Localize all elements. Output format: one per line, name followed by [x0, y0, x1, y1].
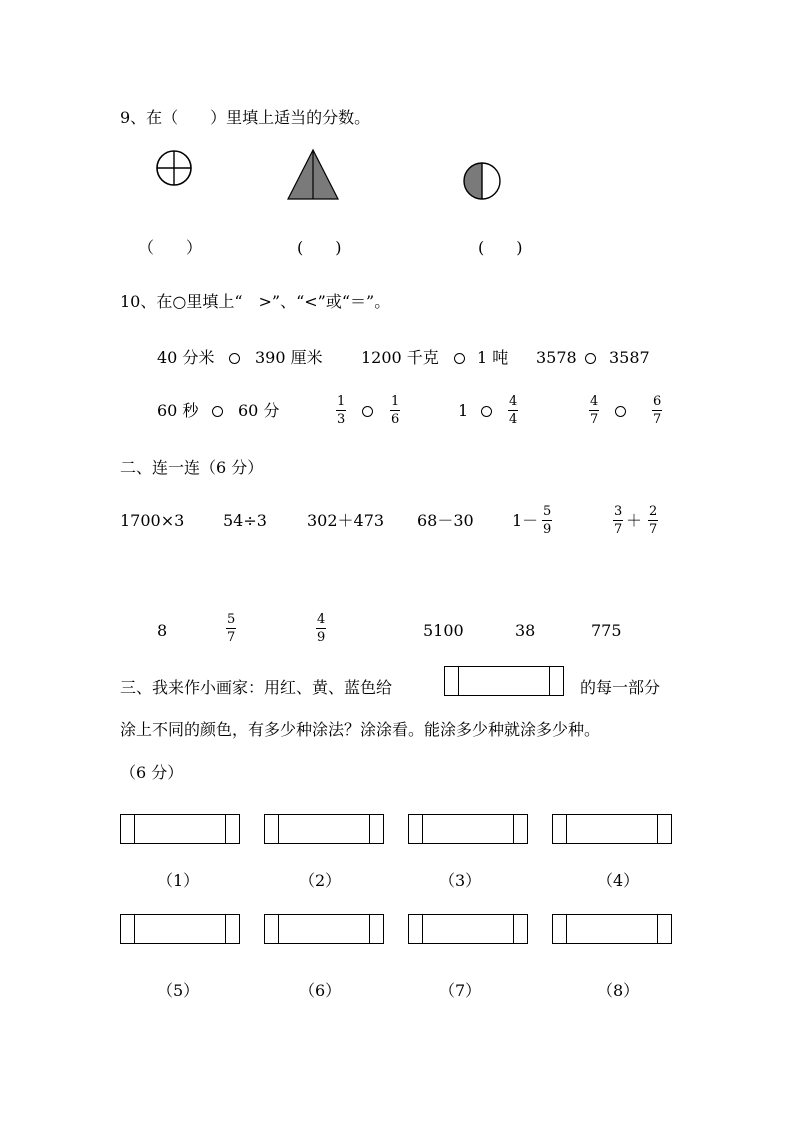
plus-operator: ＋: [626, 511, 643, 530]
section3-score: （6 分）: [120, 763, 184, 782]
fraction-three-sevenths: $\frac{3}{7}$: [614, 504, 623, 537]
sample-color-bar: [444, 666, 564, 696]
q10-r2-item3-left: 1: [458, 401, 469, 420]
compare-circle: [212, 406, 223, 417]
q10-r2-item1-left: 60 秒: [157, 401, 199, 420]
compare-circle: [362, 406, 373, 417]
circle-quarters-shape: [155, 149, 195, 189]
q9-blank-2: ( ): [297, 238, 342, 257]
q10-r1-item2-right: 1 吨: [477, 348, 509, 367]
fraction-four-fourths: $\frac{4}{4}$: [509, 394, 518, 427]
color-bar-7[interactable]: [408, 914, 528, 944]
q10-r1-item1-left: 40 分米: [157, 348, 215, 367]
expr-1700x3: 1700×3: [120, 511, 185, 530]
triangle-halves-shape: [286, 147, 342, 203]
fraction-six-sevenths: $\frac{6}{7}$: [653, 394, 662, 427]
expr-68minus30: 68－30: [417, 511, 474, 530]
circle-half-shaded-shape: [462, 161, 504, 201]
expr-1minus-prefix: 1－: [512, 511, 539, 530]
q9-blank-3: ( ): [478, 238, 523, 257]
answer-38: 38: [515, 621, 536, 640]
bar-label-6: （6）: [299, 981, 342, 1000]
answer-5100: 5100: [423, 621, 464, 640]
bar-label-2: （2）: [299, 871, 342, 890]
q10-r1-item3-left: 3578: [536, 348, 577, 367]
section2-title: 二、连一连（6 分）: [120, 458, 264, 477]
bar-label-4: （4）: [597, 871, 640, 890]
section3-line2: 涂上不同的颜色，有多少种涂法？涂涂看。能涂多少种就涂多少种。: [120, 720, 601, 739]
color-bar-4[interactable]: [552, 814, 672, 844]
bar-label-5: （5）: [157, 981, 200, 1000]
fraction-five-sevenths: $\frac{5}{7}$: [227, 612, 236, 645]
expr-54div3: 54÷3: [223, 511, 267, 530]
color-bar-6[interactable]: [264, 914, 384, 944]
bar-label-8: （8）: [597, 981, 640, 1000]
fraction-four-ninths: $\frac{4}{9}$: [317, 612, 326, 645]
expr-302plus473: 302＋473: [307, 511, 385, 530]
color-bar-5[interactable]: [120, 914, 240, 944]
fraction-one-sixth: $\frac{1}{6}$: [391, 394, 400, 427]
compare-circle: [481, 406, 492, 417]
color-bar-3[interactable]: [408, 814, 528, 844]
fraction-one-third: $\frac{1}{3}$: [337, 394, 346, 427]
bar-label-3: （3）: [439, 871, 482, 890]
color-bar-8[interactable]: [552, 914, 672, 944]
color-bar-2[interactable]: [264, 814, 384, 844]
compare-circle: [229, 353, 240, 364]
bar-label-1: （1）: [157, 871, 200, 890]
answer-8: 8: [157, 621, 168, 640]
q10-r2-item1-right: 60 分: [238, 401, 280, 420]
q10-r1-item3-right: 3587: [609, 348, 650, 367]
fraction-two-sevenths: $\frac{2}{7}$: [649, 504, 658, 537]
bar-label-7: （7）: [439, 981, 482, 1000]
q9-blank-1: （ ）: [138, 238, 203, 257]
color-bar-1[interactable]: [120, 814, 240, 844]
compare-circle: [585, 353, 596, 364]
q10-r1-item1-right: 390 厘米: [255, 348, 323, 367]
q10-title: 10、在○里填上“ >”、“<”或“＝”。: [120, 292, 391, 311]
fraction-four-sevenths: $\frac{4}{7}$: [590, 394, 599, 427]
q9-title: 9、在（ ）里填上适当的分数。: [120, 108, 371, 127]
answer-775: 775: [591, 621, 622, 640]
section3-title-part1: 三、我来作小画家：用红、黄、蓝色给: [120, 678, 393, 697]
compare-circle: [615, 406, 626, 417]
fraction-five-ninths-top: $\frac{5}{9}$: [543, 504, 552, 537]
compare-circle: [454, 353, 465, 364]
q10-r1-item2-left: 1200 千克: [361, 348, 439, 367]
section3-title-part2: 的每一部分: [580, 678, 661, 697]
